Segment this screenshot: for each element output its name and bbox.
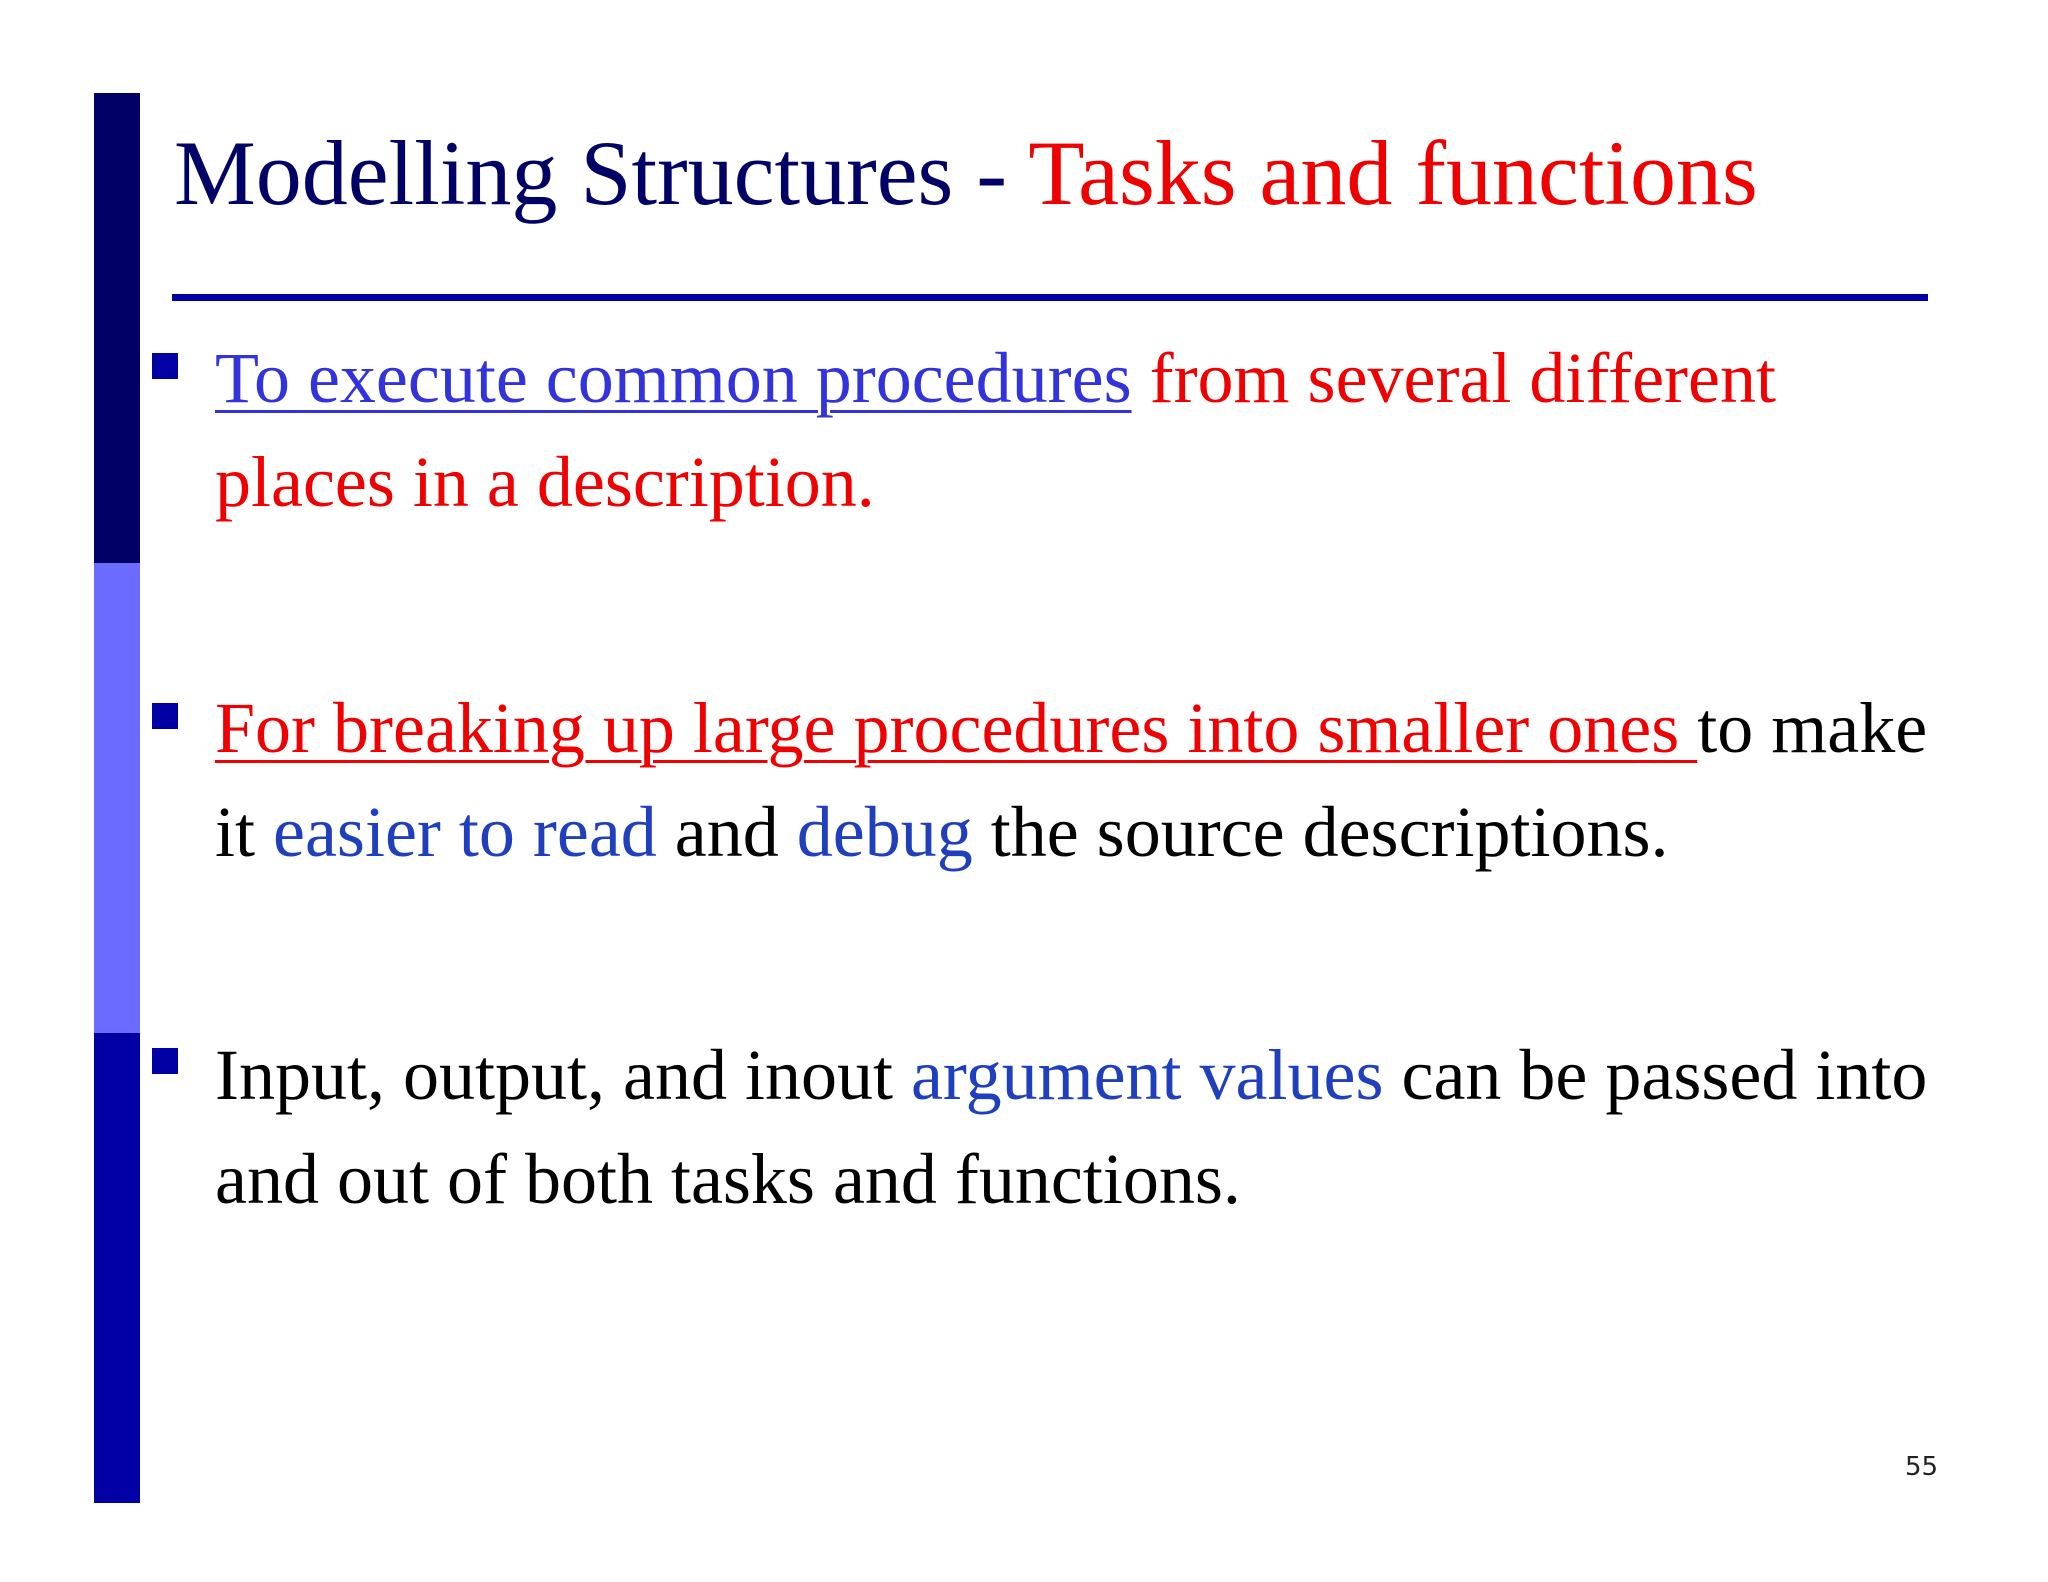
bullet-item-2 [215, 676, 1935, 884]
title-main: Modelling Structures [174, 122, 954, 224]
title-highlight: Tasks and functions [1028, 122, 1758, 224]
bullet-2-keyword-debug: debug [796, 792, 973, 872]
bullet-marker-icon [152, 353, 178, 379]
bullet-1-text: from several different places in a description. [215, 338, 1776, 522]
bullet-3-text: Input, output, and inout [215, 1035, 911, 1115]
bullet-marker-icon [152, 703, 178, 729]
bullet-3-text: can be passed into and out of both tasks and functions. [215, 1035, 1928, 1219]
bullet-marker-icon [152, 1048, 178, 1074]
side-bar-top [94, 93, 140, 563]
side-bar-bottom [94, 1033, 140, 1503]
page-number: 55 [1905, 1452, 1939, 1482]
title-separator: - [953, 122, 1029, 224]
bullet-2-text: and [656, 792, 797, 872]
hyperlink-common-procedures[interactable]: To execute common procedures [215, 338, 1132, 418]
bullet-2-text: the source descriptions. [972, 792, 1669, 872]
side-bar-middle [94, 563, 140, 1033]
bullet-item-3 [215, 1023, 1935, 1231]
bullet-2-text: to make it [215, 688, 1928, 872]
bullet-3-keyword: argument values [910, 1035, 1384, 1115]
slide-title [174, 118, 1758, 228]
bullet-2-keyword-read: easier to read [273, 792, 657, 872]
bullet-2-highlight: For breaking up large procedures into smaller ones [215, 688, 1698, 768]
bullet-item-1 [215, 326, 1935, 534]
title-underline-rule [172, 294, 1928, 301]
